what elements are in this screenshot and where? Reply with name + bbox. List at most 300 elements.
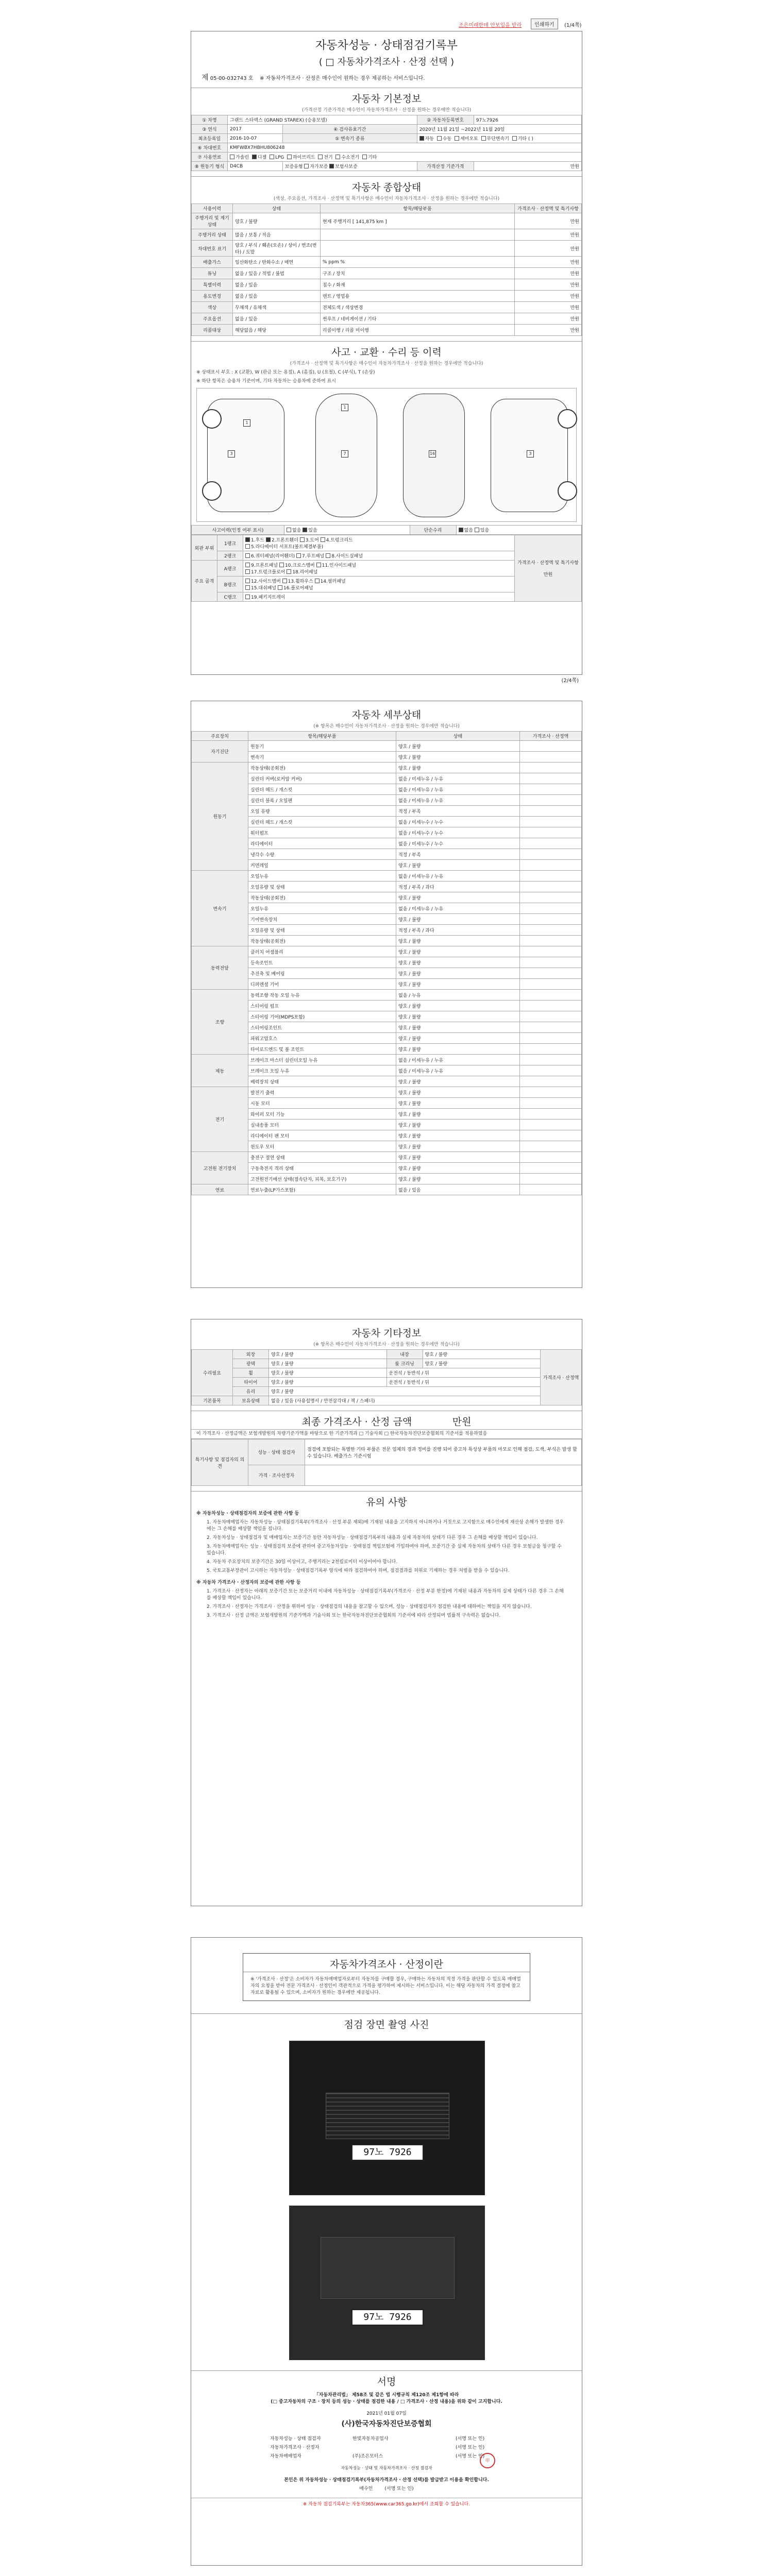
sign-date: 2021년 01월 07일 [366,2411,407,2416]
status-amount: 만원 [515,325,582,336]
detail-row [192,1120,582,1130]
accident-note: ※ 하단 항목은 승용차 기준이며, 기타 자동차는 승용차에 준하여 표시 [196,379,336,384]
trans-opt: 수동 [442,137,452,142]
checkbox [252,155,257,159]
detail-row [192,871,582,882]
warranty-cell [282,162,417,171]
trans-opt: 무단변속기 [486,137,509,142]
sign-table [268,2434,505,2460]
sign-role: 자동차성능 · 상태 점검자 [270,2436,321,2442]
detail-state: 양호 / 불량 [396,968,520,979]
fuel-opt: 가솔린 [236,155,249,160]
detail-state: 없음 / 미세누유 / 누유 [396,795,520,806]
status-col: 항목/해당부품 [321,204,515,213]
detail-state: 적정 / 부족 / 과다 [396,925,520,936]
repair-opt: 없음 [464,528,473,533]
detail-state: 양호 / 불량 [396,1152,520,1163]
sign-mark: (서명 또는 인) [456,2454,485,2459]
detail-row [192,968,582,979]
checkbox [245,563,250,567]
checkbox [287,155,292,159]
notice-a-heading: ※ 자동차성능 · 상태점검자의 보증에 관한 사항 등 [196,1511,299,1516]
detail-amount [520,860,582,871]
sign-org: (사)한국자동차진단보증협회 [341,2420,432,2428]
other-title: 자동차 기타정보 [351,1328,422,1339]
checkbox [282,579,287,583]
part-marker: 7 [341,450,348,457]
engine-label: ⑧ 원동기 형식 [192,162,228,171]
checkbox [230,155,234,159]
detail-group: 변속기 [192,871,248,946]
rear-photo [289,2206,485,2360]
detail-amount [520,849,582,860]
fuel-opt: 기타 [367,155,377,160]
checkbox [278,585,282,590]
detail-row [192,1022,582,1033]
rank-items [243,592,515,602]
trans-label: ⑤ 변속기 종류 [282,134,417,143]
detail-row [192,849,582,860]
detail-state: 양호 / 불량 [396,1022,520,1033]
detail-amount [520,882,582,892]
rank-item: 16.플로어패널 [283,586,313,591]
detail-state: 양호 / 불량 [396,1011,520,1022]
fuel-label: ⑦ 사용연료 [192,152,228,162]
detail-amount [520,1163,582,1174]
rank-item: 13.휠하우스 [288,579,313,584]
detail-group: 제동 [192,1055,248,1087]
detail-col: 항목/해당부품 [248,732,396,741]
repair-state: 양호 / 불량 [269,1359,387,1368]
detail-amount [520,1001,582,1011]
basic-items-label: 기본품목 [192,1396,233,1405]
checkbox [245,585,250,590]
detail-item: 스티어링 펌프 [248,1001,396,1011]
basic-info-title: 자동차 기본정보 [191,88,582,106]
detail-amount [520,892,582,903]
rank-price-col [515,535,582,602]
checkbox [296,553,301,558]
opinion-b-label: 가격 · 조사산정자 [248,1465,305,1486]
status-row [192,268,582,279]
sign-text: 「자동차관리법」 제58조 및 같은 법 시행규칙 제120조 제1항에 따라 [314,2393,459,2398]
detail-item: 추진축 및 베어링 [248,968,396,979]
status-name: 배출가스 [192,257,233,268]
checkbox [329,164,334,168]
appraisal-box-text: ※ '가격조사 · 산정'은 소비자가 자동차매매업자로부터 자동차를 구매할 경우, 구매하는 자동차의 적정 가격을 판단할 수 있도록 매매업자의 요청을 받아 전문 가격조사 · 산정인이 객관적으로 가격을 평가하여 제시하는 서비스입니다. 이는 해당 자동차의 가격 결정에 참고 자료로 활용될 수 있으며, 소비자가 원하는 경우에만 제공됩니다. [250,1977,521,1995]
notice-title: 유의 사항 [191,1491,582,1510]
detail-amount [520,871,582,882]
rank-label: B랭크 [217,577,243,592]
detail-state: 양호 / 불량 [396,1033,520,1044]
basic-info-subtitle: (가격산정 기준가격은 매수인이 자동차가격조사 · 산정을 원하는 경우에만 적습니다) [301,108,472,113]
checkbox [303,528,307,532]
repair-opt: 있음 [480,528,490,533]
detail-item: 등속조인트 [248,957,396,968]
detail-state: 양호 / 불량 [396,1130,520,1141]
fuel-opt: 수소전기 [341,155,360,160]
detail-item: 발전기 출력 [248,1087,396,1098]
detail-row [192,795,582,806]
detail-amount [520,1141,582,1152]
detail-row [192,827,582,838]
detail-amount [520,752,582,762]
detail-row [192,1076,582,1087]
detail-row [192,817,582,827]
rank-table [191,535,582,602]
sign-role: 자동차가격조사 · 산정자 [270,2445,320,2450]
status-name: 주요옵션 [192,313,233,325]
history-label: 사고이력(인정 여부 표시) [192,526,284,535]
rank-item: 11.인사이드패널 [322,563,357,568]
status-item [321,229,515,241]
detail-item: 동력조향 작동 오일 누유 [248,990,396,1001]
accident-subtitle: (가격조사 · 산정액 및 특기사항은 매수인이 자동차가격조사 · 산정을 원하는 경우에만 적습니다) [290,361,483,366]
status-item: % ppm % [321,257,515,268]
part-marker: 3 [527,450,534,457]
detail-state: 없음 / 미세누유 / 누유 [396,784,520,795]
rank-item: 15.대쉬패널 [251,586,277,591]
notice-item: 3. 가격조사 · 산정 금액은 보험개발원의 기준가액과 기술사회 또는 한국자동차진단보증협회의 기준서에 따라 산정되며 법률적 구속력은 없습니다. [207,1613,501,1618]
detail-state: 적정 / 부족 [396,849,520,860]
detail-item: 오일유량 및 상태 [248,882,396,892]
detail-row [192,1001,582,1011]
status-amount: 만원 [515,257,582,268]
top-notice[interactable]: 조은미래한테 안보입을 받라 [459,23,522,28]
checkbox [270,155,274,159]
status-name: 튜닝 [192,268,233,279]
detail-item: 파워고압호스 [248,1033,396,1044]
detail-group: 조향 [192,990,248,1055]
rank-items [243,551,515,561]
status-row [192,257,582,268]
detail-amount [520,806,582,817]
status-row [192,229,582,241]
main-label: 주요 골격 [192,561,217,602]
detail-row [192,1033,582,1044]
detail-row [192,1109,582,1120]
status-amount: 만원 [515,229,582,241]
part-marker: 1 [341,404,348,411]
detail-amount [520,946,582,957]
detail-row [192,925,582,936]
rank-item: 10.크로스멤버 [284,563,315,568]
detail-state: 없음 / 미세누수 / 누수 [396,838,520,849]
status-title: 자동차 종합상태 [191,176,582,195]
accident-history-table [191,525,582,535]
detail-row [192,1163,582,1174]
detail-item: 라디에이터 팬 모터 [248,1130,396,1141]
sign-mark: (서명 또는 인) [456,2436,485,2442]
detail-amount [520,1033,582,1044]
detail-item: 스티어링 기어(MDPS포함) [248,1011,396,1022]
detail-item: 클러치 어셈블리 [248,946,396,957]
status-row [192,291,582,302]
detail-subtitle: (※ 항목은 매수인이 자동차가격조사 · 산정을 원하는 경우에만 적습니다) [313,724,460,729]
status-row [192,241,582,257]
appraisal-box-title: 자동차가격조사 · 산정이란 [243,1954,530,1972]
wheel-icon [202,481,222,501]
checkbox [245,553,250,558]
detail-row [192,1174,582,1184]
trans-opt: 세미오토 [460,137,478,142]
first-reg-value: 2016-10-07 [228,134,283,143]
detail-row [192,990,582,1001]
detail-row [192,784,582,795]
detail-item: 실린더 커버(로커암 커버) [248,773,396,784]
basic-items-state-label: 보유상태 [233,1396,269,1405]
rank-label: A랭크 [217,561,243,577]
detail-amount [520,957,582,968]
rank-item: 14.필러패널 [320,579,346,584]
detail-amount [520,1065,582,1076]
status-amount: 만원 [515,302,582,313]
checkbox [315,579,320,583]
other-subtitle: (※ 항목은 매수인이 자동차가격조사 · 산정을 원하는 경우에만 적습니다) [313,1342,460,1347]
detail-amount [520,784,582,795]
status-item [321,241,515,257]
tailgate [321,2237,455,2299]
detail-state: 양호 / 불량 [396,860,520,871]
detail-row [192,806,582,817]
sign-check: 자동차성능 · 상태 및 자동차가격조사 · 산정 점검자 [341,2466,432,2470]
wheel-icon [558,481,577,501]
detail-col: 주요장치 [192,732,248,741]
status-row [192,302,582,313]
detail-item: 워터펌프 [248,827,396,838]
rank-items [243,577,515,592]
sign-receive: 본인은 위 자동차성능 · 상태점검기록부(자동차가격조사 · 산정 선택)를 발급받고 이용을 확인합니다. [284,2478,489,2483]
footer-note: ※ 자동차 점검기록부는 자동차365(www.car365.go.kr)에서 조회할 수 있습니다. [191,2498,582,2507]
repair-opts [456,526,582,535]
checkbox [300,537,305,542]
detail-row [192,1011,582,1022]
history-opts [284,526,410,535]
status-item: 썬루프 / 네비게이션 / 기타 [321,313,515,325]
doc-number: 05-00-032743 호 [210,76,254,81]
license-plate: 97노 7926 [351,2144,424,2161]
status-state: 없음 / 있음 / 적법 / 불법 [233,268,321,279]
detail-state: 없음 / 미세누유 / 누유 [396,773,520,784]
detail-state: 양호 / 불량 [396,1120,520,1130]
detail-amount [520,1022,582,1033]
detail-row [192,741,582,752]
status-col: 가격조사 · 산정액 및 특기사항 [515,204,582,213]
status-state: 양호 / 불량 [233,213,321,229]
detail-amount [520,741,582,752]
detail-item: 변속기 [248,752,396,762]
photo-title: 점검 장면 촬영 사진 [191,2013,582,2032]
rank-items [243,561,515,577]
detail-state: 양호 / 불량 [396,1163,520,1174]
sign-section [191,2391,582,2507]
detail-state: 양호 / 불량 [396,946,520,957]
detail-state: 양호 / 불량 [396,1109,520,1120]
rank-item: 3.도어 [305,538,319,543]
detail-state: 없음 / 미세누유 / 누유 [396,871,520,882]
vin-value: KMFWBX7HBHU806248 [228,143,582,152]
detail-item: 실린더 블록 / 오일팬 [248,795,396,806]
detail-row [192,1065,582,1076]
detail-state: 양호 / 불량 [396,752,520,762]
sign-title: 서명 [191,2370,582,2389]
opinion-a-text: 점검에 포함되는 특별한 기타 부품은 전문 업체의 경과 정비를 진행 되어 중고차 특성상 부품의 마모로 인해 점검, 도색, 부식은 발생 할 수 있습니다. 배출가스 기준시험 [305,1439,582,1465]
doc-number-label: 제 [201,74,209,82]
detail-state: 양호 / 불량 [396,1141,520,1152]
history-opt: 있음 [308,528,317,533]
engine-value: D4CB [228,162,283,171]
notice-item: 1. 자동차매매업자는 자동차성능 · 상태점검기록부(가격조사 · 산정 부분 제외)에 기재된 내용을 고지하지 아니하거나 거짓으로 고지함으로 매수인에게 재산상 손해가 발생한 경우에는 그 손해를 배상할 책임을 집니다. [207,1520,564,1532]
repair-item: 광택 [233,1359,269,1368]
detail-state: 양호 / 불량 [396,1174,520,1184]
detail-state: 없음 / 미세누유 / 누유 [396,903,520,914]
detail-row [192,1098,582,1109]
detail-amount [520,1152,582,1163]
rank-label: 1랭크 [217,535,243,551]
inspect-value: 2020년 11월 21일 ~2022년 11월 20일 [417,125,581,134]
status-name: 리콜대상 [192,325,233,336]
checkbox [512,136,517,141]
status-row [192,325,582,336]
detail-item: 커먼레일 [248,860,396,871]
doc-subtitle: ( □ 자동차가격조사 · 산정 선택 ) [318,57,455,67]
detail-item: 디퍼렌셜 기어 [248,979,396,990]
doc-number-note: ※ 자동차가격조사 · 산정은 매수인이 원하는 경우 제공하는 서비스입니다. [260,76,425,81]
rank-item: 17.트렁크플로어 [251,570,285,575]
detail-amount [520,1076,582,1087]
appraisal-box [243,1953,530,2001]
print-button[interactable]: 인쇄하기 [531,19,558,29]
checkbox [455,136,459,141]
final-price-unit: 만원 [452,1416,472,1428]
detail-row [192,946,582,957]
year-value: 2017 [228,125,283,134]
checkbox [287,528,291,532]
checkbox [321,537,325,542]
checkbox [459,528,463,532]
opinion-b-text [305,1465,582,1486]
plate-label: ② 자동차등록번호 [417,115,474,125]
detail-row [192,1141,582,1152]
status-state: 무채색 / 유채색 [233,302,321,313]
detail-item: 실린더 헤드 / 개스킷 [248,817,396,827]
checkbox [266,537,271,542]
status-item: 현재 주행거리 [ 141,875 km ] [321,213,515,229]
detail-row [192,860,582,871]
status-name: 특별이력 [192,279,233,291]
repair-position: 운전석 / 동반석 / 뒤 [386,1368,541,1378]
final-price-label: 최종 가격조사 · 산정 금액 [301,1416,412,1428]
notice-item: 3. 자동차매매업자는 성능 · 상태점검의 보증에 관하여 중고자동차성능 · 상태점검 책임보험에 가입하여야 하며, 보증기간 중 실제 자동차의 상태가 다른 경우 보험금을 청구할 수 있습니다. [207,1544,562,1556]
detail-item: 오일 유량 [248,806,396,817]
detail-amount [520,1109,582,1120]
detail-item: 기어변속장치 [248,914,396,925]
detail-item: 배력장치 상태 [248,1076,396,1087]
rank-label: C랭크 [217,592,243,602]
trans-options [417,134,581,143]
notice-item: 5. 국토교통부장관이 고시하는 자동차성능 · 상태점검기록부 양식에 따라 점검하여야 하며, 점검결과를 허위로 기재하는 경우 처벌을 받을 수 있습니다. [207,1568,510,1573]
vin-label: ⑥ 차대번호 [192,143,228,152]
status-state: 해당없음 / 해당 [233,325,321,336]
final-price-note: 이 가격조사 · 산정금액은 보험개발원의 차량기준가액을 바탕으로 한 기준가격과 □ 기술사회 □ 한국자동차진단보증협회의 기준서를 적용하였음 [191,1429,582,1439]
detail-row [192,957,582,968]
detail-amount [520,979,582,990]
rank-item: 5.라디에이터 서포트(볼트체결부품) [251,545,324,550]
detail-amount [520,925,582,936]
detail-group: 자기진단 [192,741,248,762]
detail-group: 고전원 전기장치 [192,1152,248,1184]
detail-amount [520,838,582,849]
detail-row [192,882,582,892]
final-price-title [191,1411,582,1429]
detail-amount [520,990,582,1001]
repair-state: 양호 / 불량 [423,1359,541,1368]
checkbox [335,155,340,159]
repair-state: 양호 / 불량 [269,1378,387,1387]
sign-text: (□ 중고자동차의 구조 · 장치 등의 성능 · 상태를 점검한 내용 / □ 가격조사 · 산정 내용)을 위와 같이 고지합니다. [271,2399,502,2404]
detail-item: 타이로드엔드 및 볼 조인트 [248,1044,396,1055]
detail-amount [520,1098,582,1109]
detail-item: 원동기 [248,741,396,752]
detail-item: 시동 모터 [248,1098,396,1109]
detail-item: 라디에이터 [248,838,396,849]
detail-item: 연료누출(LP가스포함) [248,1184,396,1195]
fuel-opt: 전기 [324,155,333,160]
notice-item: 2. 가격조사 · 산정자는 가격조사 · 산정을 위하여 성능 · 상태점검의 내용을 참고할 수 있으며, 성능 · 상태점검자가 점검한 내용에 대하여는 책임을 지지 않습니다. [207,1604,532,1609]
detail-item: 구동축전지 격리 상태 [248,1163,396,1174]
repair-position: 운전석 / 동반석 / 뒤 [386,1378,541,1387]
detail-item: 고전원전기배선 상태(접속단자, 피복, 보호기구) [248,1174,396,1184]
detail-amount [520,827,582,838]
detail-item: 브레이크 마스터 실린더오일 누유 [248,1055,396,1065]
detail-table [191,731,582,1195]
opinion-table [191,1439,582,1486]
rank-item: 4.트렁크리드 [326,538,353,543]
sign-buyer-mark: (서명 또는 인) [384,2486,414,2492]
status-amount: 만원 [515,268,582,279]
detail-row [192,838,582,849]
car-name-label: ① 차명 [192,115,228,125]
detail-state: 양호 / 불량 [396,914,520,925]
detail-item: 와이퍼 모터 기능 [248,1109,396,1120]
status-state: 없음 / 있음 [233,279,321,291]
detail-title: 자동차 세부상태 [351,709,422,721]
part-marker: 1 [243,419,250,427]
detail-item: 충전구 절연 상태 [248,1152,396,1163]
rank-item: 7.루프패널 [302,554,325,559]
warranty-opt: 자가보증 [310,164,328,170]
car-name: 그랜드 스타렉스 (GRAND STAREX) (승용모델) [228,115,417,125]
detail-state: 양호 / 불량 [396,936,520,946]
trans-opt: 기타 ( ) [517,137,533,142]
page-1 [191,31,582,684]
wheel-icon [558,409,577,429]
status-row [192,213,582,229]
sign-mark: (서명 또는 인) [456,2445,485,2450]
status-subtitle: (색상, 주요옵션, 가격조사 · 산정액 및 특기사항은 매수인이 자동차가격조사 · 산정을 원하는 경우에만 적습니다) [273,196,500,201]
detail-row [192,903,582,914]
detail-amount [520,936,582,946]
price-basis-unit: 만원 [474,162,581,171]
detail-state: 양호 / 불량 [396,1001,520,1011]
detail-amount [520,1184,582,1195]
rank-item: 9.프론트패널 [251,563,278,568]
rank-item: 18.리어패널 [292,570,318,575]
detail-col: 상태 [396,732,520,741]
detail-state: 없음 / 미세누수 / 누수 [396,827,520,838]
sign-name: (주)조은모터스 [352,2454,383,2459]
detail-row [192,1184,582,1195]
